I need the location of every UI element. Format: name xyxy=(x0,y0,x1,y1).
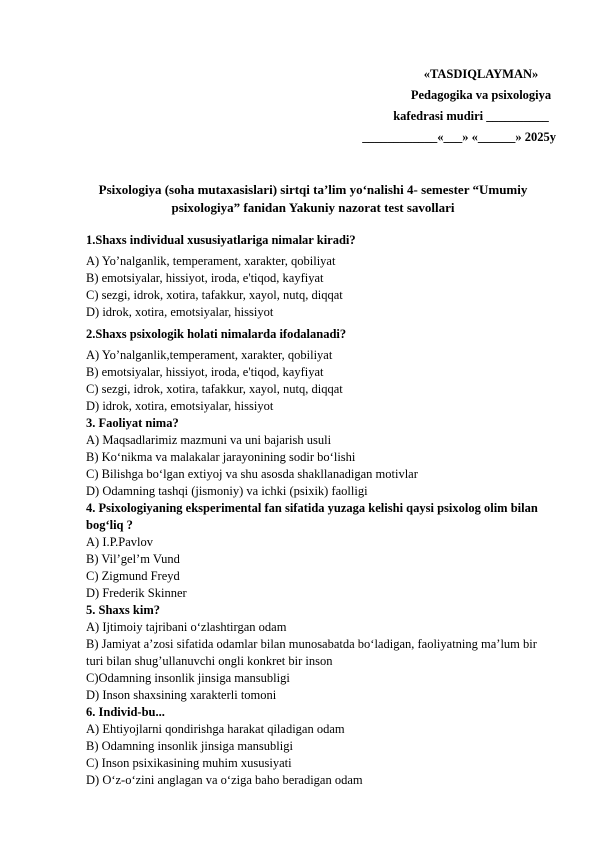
question-text: 3. Faoliyat nima? xyxy=(86,416,179,430)
question-text: 6. Individ-bu... xyxy=(86,705,165,719)
approval-heading: «TASDIQLAYMAN» xyxy=(423,67,539,81)
approval-date: ____________«___» «______» 2025y xyxy=(362,130,556,144)
approval-head-signature: kafedrasi mudiri __________ xyxy=(393,109,549,123)
answer-option: D) Inson shaxsining xarakterli tomoni xyxy=(86,688,277,702)
approval-department: Pedagogika va psixologiya xyxy=(410,88,552,102)
answer-option: B) Ko‘nikma va malakalar jarayonining sodir bo‘lishi xyxy=(86,450,356,464)
answer-option: A) Ijtimoiy tajribani o‘zlashtirgan odam xyxy=(86,620,287,634)
question-6 xyxy=(86,704,548,789)
question-2 xyxy=(86,326,548,415)
answer-option: B) Vil’gel’m Vund xyxy=(86,552,180,566)
document-title: Psixologiya (soha mutaxasislari) sirtqi ta’lim yo‘nalishi 4- semester “Umumiy psixologiya” fanidan Yakuniy nazorat test savollari xyxy=(98,182,528,215)
answer-option: D) idrok, xotira, emotsiyalar, hissiyot xyxy=(86,399,274,413)
question-text: 1.Shaxs individual xususiyatlariga nimalar kiradi? xyxy=(86,233,356,247)
question-text: 2.Shaxs psixologik holati nimalarda ifodalanadi? xyxy=(86,327,347,341)
answer-option: C) Zigmund Freyd xyxy=(86,569,180,583)
question-4 xyxy=(86,500,548,602)
question-1 xyxy=(86,232,548,321)
answer-option: B) Odamning insonlik jinsiga mansubligi xyxy=(86,739,293,753)
answer-option: C) Inson psixikasining muhim xususiyati xyxy=(86,756,292,770)
answer-option: C)Odamning insonlik jinsiga mansubligi xyxy=(86,671,290,685)
answer-option: A) Maqsadlarimiz mazmuni va uni bajarish usuli xyxy=(86,433,332,447)
answer-option: D) Odamning tashqi (jismoniy) va ichki (psixik) faolligi xyxy=(86,484,368,498)
answer-option: C) Bilishga bo‘lgan extiyoj va shu asosda shakllanadigan motivlar xyxy=(86,467,418,481)
answer-option: D) Frederik Skinner xyxy=(86,586,187,600)
answer-option: D) O‘z-o‘zini anglagan va o‘ziga baho beradigan odam xyxy=(86,773,363,787)
answer-option: D) idrok, xotira, emotsiyalar, hissiyot xyxy=(86,305,274,319)
answer-option: A) Yo’nalganlik,temperament, xarakter, qobiliyat xyxy=(86,348,333,362)
answer-option: B) Jamiyat a’zosi sifatida odamlar bilan munosabatda bo‘ladigan, faoliyatning ma’lum bir turi bilan shug’ullanuvchi ongli konkret bir inson xyxy=(86,637,537,668)
answer-option: C) sezgi, idrok, xotira, tafakkur, xayol, nutq, diqqat xyxy=(86,382,343,396)
question-text: 5. Shaxs kim? xyxy=(86,603,160,617)
question-3 xyxy=(86,415,548,500)
answer-option: B) emotsiyalar, hissiyot, iroda, e'tiqod, kayfiyat xyxy=(86,365,324,379)
question-5 xyxy=(86,602,548,704)
question-list xyxy=(86,232,548,789)
answer-option: B) emotsiyalar, hissiyot, iroda, e'tiqod, kayfiyat xyxy=(86,271,324,285)
answer-option: A) I.P.Pavlov xyxy=(86,535,154,549)
answer-option: C) sezgi, idrok, xotira, tafakkur, xayol, nutq, diqqat xyxy=(86,288,343,302)
question-text: 4. Psixologiyaning eksperimental fan sifatida yuzaga kelishi qaysi psixolog olim bilan bog‘liq ? xyxy=(86,501,538,532)
answer-option: A) Ehtiyojlarni qondirishga harakat qiladigan odam xyxy=(86,722,345,736)
answer-option: A) Yo’nalganlik, temperament, xarakter, qobiliyat xyxy=(86,254,336,268)
approval-block xyxy=(316,64,556,148)
